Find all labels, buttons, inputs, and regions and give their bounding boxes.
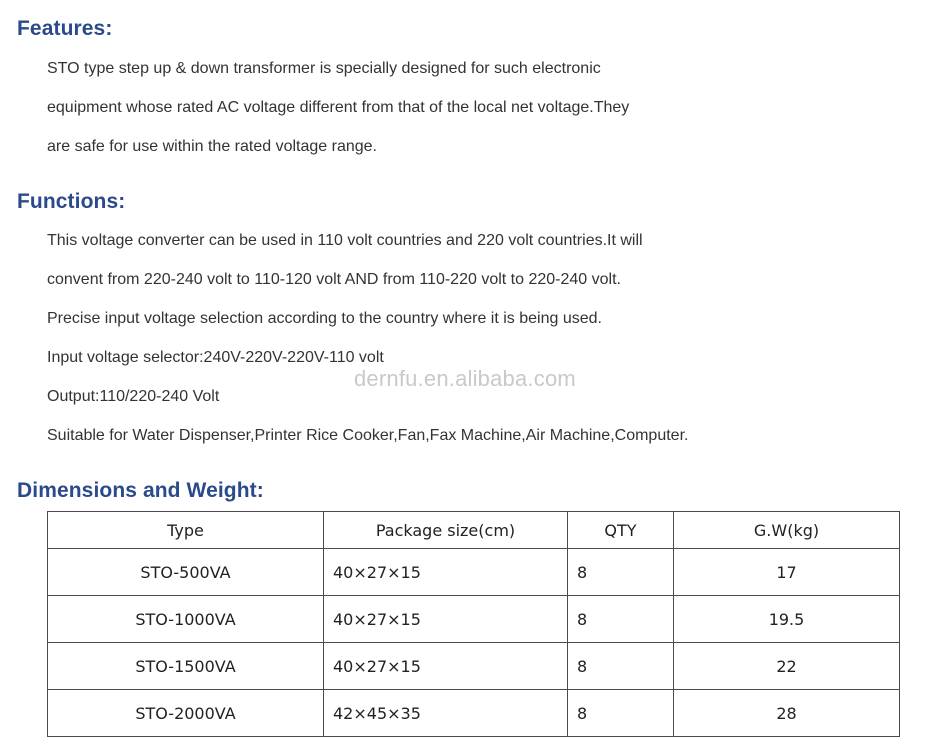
cell-package-size: 42×45×35 bbox=[324, 690, 568, 737]
functions-line-3: Precise input voltage selection according to the country where it is being used. bbox=[47, 310, 602, 327]
functions-line-2: convent from 220-240 volt to 110-120 volt AND from 110-220 volt to 220-240 volt. bbox=[47, 271, 621, 288]
cell-qty: 8 bbox=[568, 596, 674, 643]
cell-package-size: 40×27×15 bbox=[324, 596, 568, 643]
functions-heading: Functions: bbox=[17, 190, 126, 213]
column-header-gross-weight: G.W(kg) bbox=[674, 512, 900, 549]
features-heading: Features: bbox=[17, 17, 113, 40]
dimensions-table bbox=[47, 511, 900, 737]
cell-qty: 8 bbox=[568, 549, 674, 596]
cell-package-size: 40×27×15 bbox=[324, 643, 568, 690]
cell-package-size: 40×27×15 bbox=[324, 549, 568, 596]
features-line-1: STO type step up & down transformer is specially designed for such electronic bbox=[47, 60, 601, 77]
dimensions-heading: Dimensions and Weight: bbox=[17, 479, 264, 502]
table-row bbox=[48, 596, 900, 643]
functions-line-1: This voltage converter can be used in 110 volt countries and 220 volt countries.It will bbox=[47, 232, 643, 249]
cell-type: STO-1000VA bbox=[48, 596, 324, 643]
cell-type: STO-2000VA bbox=[48, 690, 324, 737]
features-line-3: are safe for use within the rated voltage range. bbox=[47, 138, 377, 155]
cell-gross-weight: 17 bbox=[674, 549, 900, 596]
cell-gross-weight: 28 bbox=[674, 690, 900, 737]
column-header-package-size: Package size(cm) bbox=[324, 512, 568, 549]
cell-gross-weight: 22 bbox=[674, 643, 900, 690]
cell-qty: 8 bbox=[568, 690, 674, 737]
cell-type: STO-1500VA bbox=[48, 643, 324, 690]
table-row bbox=[48, 643, 900, 690]
table-header-row bbox=[48, 512, 900, 549]
cell-gross-weight: 19.5 bbox=[674, 596, 900, 643]
table-row bbox=[48, 549, 900, 596]
watermark: dernfu.en.alibaba.com bbox=[354, 366, 576, 391]
functions-line-4: Input voltage selector:240V-220V-220V-110 volt bbox=[47, 349, 384, 366]
features-line-2: equipment whose rated AC voltage different from that of the local net voltage.They bbox=[47, 99, 630, 116]
column-header-qty: QTY bbox=[568, 512, 674, 549]
column-header-type: Type bbox=[48, 512, 324, 549]
functions-line-6: Suitable for Water Dispenser,Printer Rice Cooker,Fan,Fax Machine,Air Machine,Computer. bbox=[47, 427, 689, 444]
cell-qty: 8 bbox=[568, 643, 674, 690]
functions-line-5: Output:110/220-240 Volt bbox=[47, 388, 220, 405]
cell-type: STO-500VA bbox=[48, 549, 324, 596]
table-row bbox=[48, 690, 900, 737]
